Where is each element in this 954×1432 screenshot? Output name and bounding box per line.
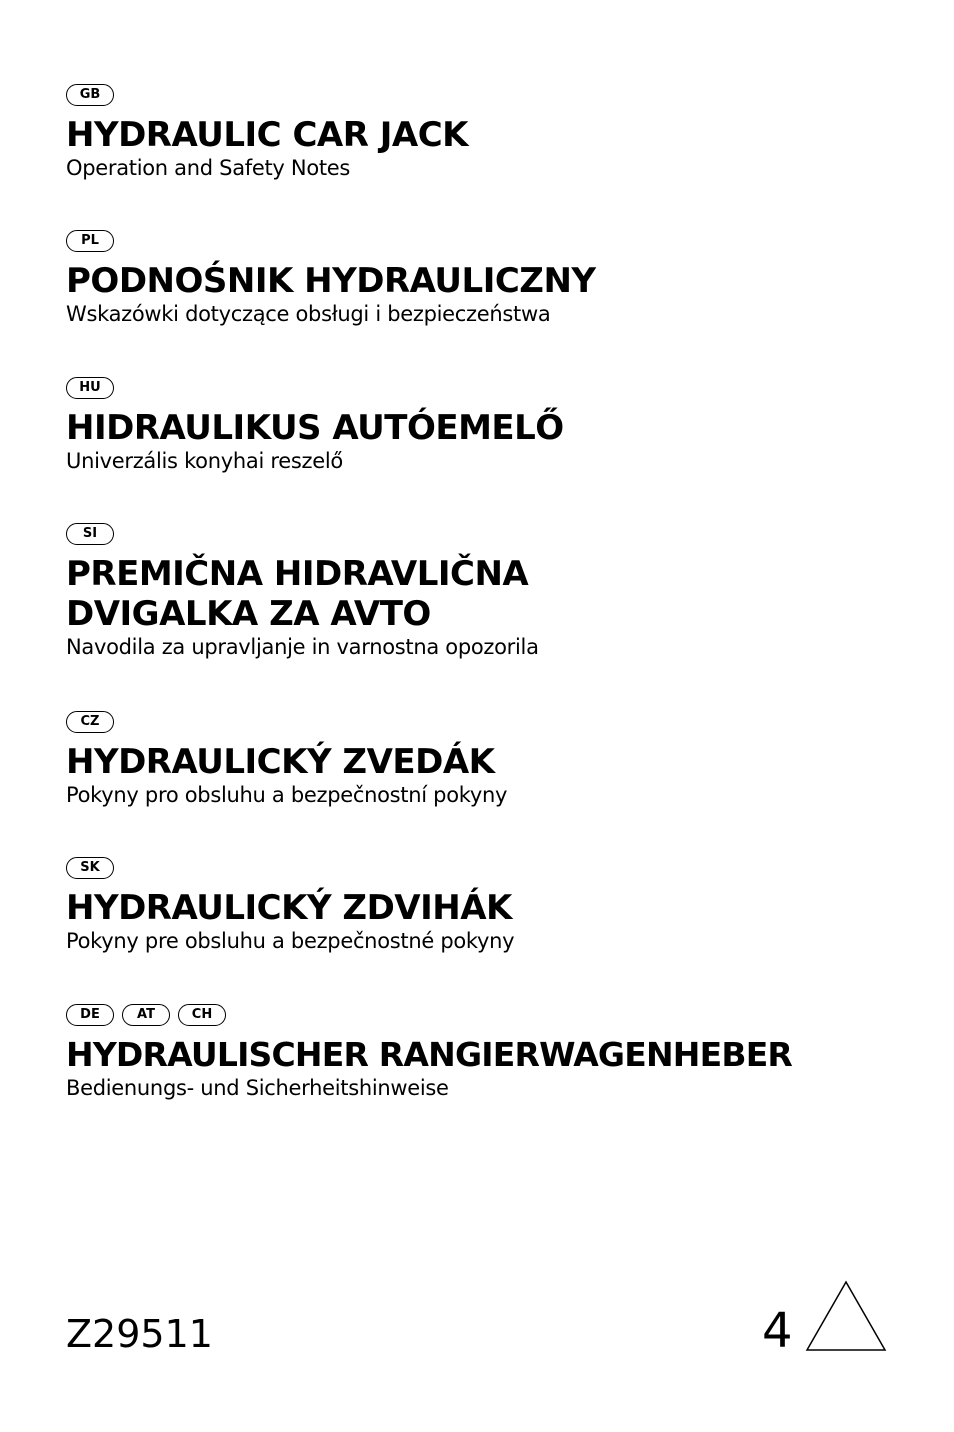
section-subtitle: Pokyny pre obsluhu a bezpečnostné pokyny bbox=[66, 929, 515, 953]
section-title: HIDRAULIKUS AUTÓEMELŐ bbox=[66, 408, 564, 448]
language-badges bbox=[66, 1003, 926, 1027]
section-subtitle: Wskazówki dotyczące obsługi i bezpieczeństwa bbox=[66, 302, 551, 326]
language-badges bbox=[66, 376, 926, 400]
language-badges bbox=[66, 83, 926, 107]
language-badge-sk: SK bbox=[66, 857, 114, 879]
section-subtitle: Navodila za upravljanje in varnostna opozorila bbox=[66, 635, 539, 659]
language-badge-de: DE bbox=[66, 1004, 114, 1026]
language-badges bbox=[66, 710, 926, 734]
section-si bbox=[66, 522, 926, 660]
section-de-at-ch bbox=[66, 1003, 926, 1101]
section-subtitle: Operation and Safety Notes bbox=[66, 156, 351, 180]
section-cz bbox=[66, 710, 926, 808]
section-pl bbox=[66, 229, 926, 327]
language-badge-hu: HU bbox=[66, 377, 114, 399]
page-number: 4 bbox=[762, 1303, 793, 1359]
section-sk bbox=[66, 856, 926, 954]
language-badge-pl: PL bbox=[66, 230, 114, 252]
section-title: PODNOŚNIK HYDRAULICZNY bbox=[66, 261, 596, 301]
section-subtitle: Pokyny pro obsluhu a bezpečnostní pokyny bbox=[66, 783, 508, 807]
language-badge-gb: GB bbox=[66, 84, 114, 106]
section-title: HYDRAULIC CAR JACK bbox=[66, 115, 469, 155]
language-badges bbox=[66, 856, 926, 880]
language-badge-cz: CZ bbox=[66, 711, 114, 733]
section-title: HYDRAULICKÝ ZDVIHÁK bbox=[66, 888, 512, 928]
language-badges bbox=[66, 522, 926, 546]
model-number: Z29511 bbox=[66, 1312, 213, 1356]
section-title: HYDRAULISCHER RANGIERWAGENHEBER bbox=[66, 1035, 793, 1074]
section-title: HYDRAULICKÝ ZVEDÁK bbox=[66, 742, 495, 782]
section-title: PREMIČNA HIDRAVLIČNA DVIGALKA ZA AVTO bbox=[66, 554, 529, 634]
language-badges bbox=[66, 229, 926, 253]
section-subtitle: Bedienungs- und Sicherheitshinweise bbox=[66, 1076, 449, 1100]
section-gb bbox=[66, 83, 926, 181]
language-badge-at: AT bbox=[122, 1004, 170, 1026]
triangle-outline-icon bbox=[805, 1280, 887, 1352]
language-badge-ch: CH bbox=[178, 1004, 226, 1026]
language-badge-si: SI bbox=[66, 523, 114, 545]
section-hu bbox=[66, 376, 926, 474]
section-subtitle: Univerzális konyhai reszelő bbox=[66, 449, 343, 473]
